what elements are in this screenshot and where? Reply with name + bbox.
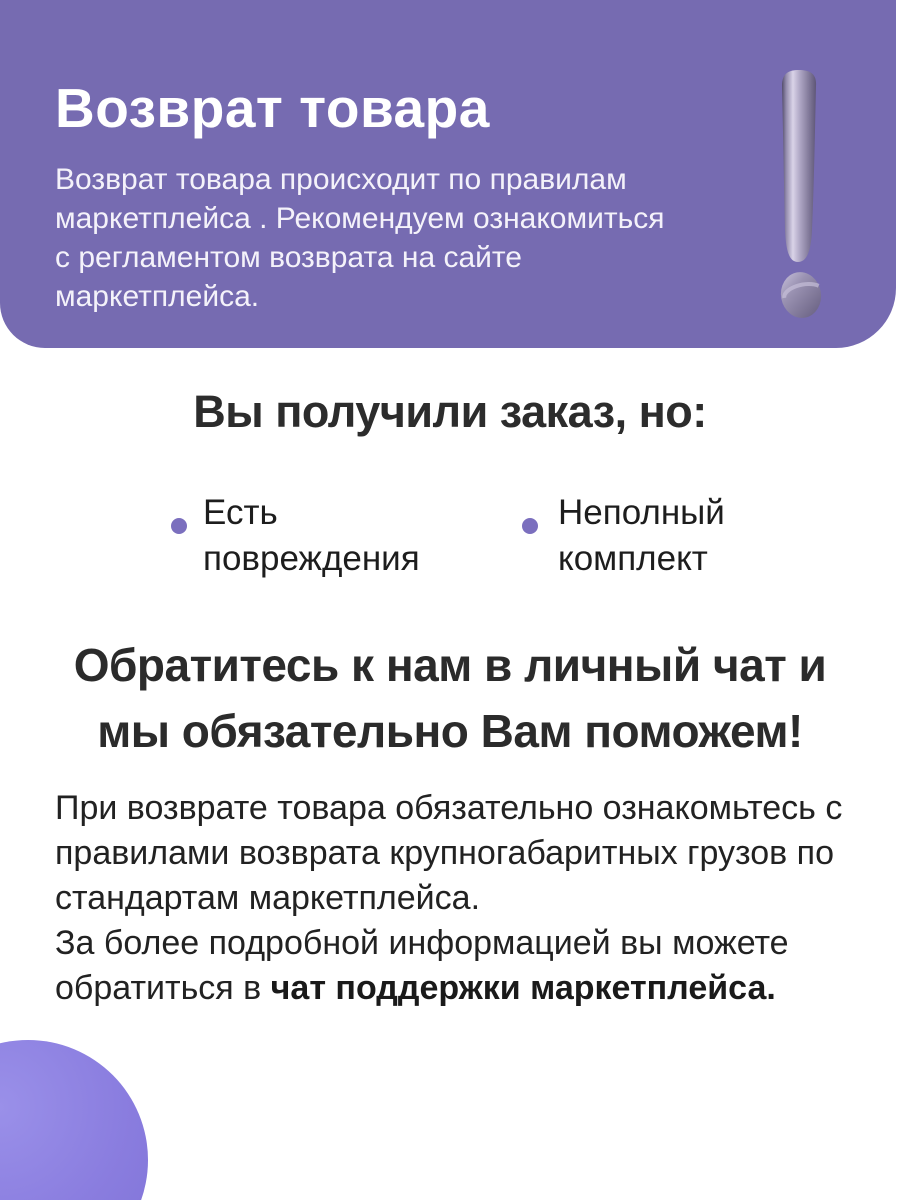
return-rules-paragraph xyxy=(55,786,842,1011)
paragraph-line: правилами возврата крупногабаритных грузов по xyxy=(55,834,834,872)
paragraph-text: обратиться в xyxy=(55,969,271,1007)
decorative-circle xyxy=(0,1040,148,1200)
bullet-dot xyxy=(522,518,538,534)
bullet-line: комплект xyxy=(558,539,708,578)
card-title: Возврат товара xyxy=(55,77,490,139)
bullet-item-damage xyxy=(203,490,420,582)
paragraph-line: При возврате товара обязательно ознакомьтесь с xyxy=(55,789,843,827)
exclamation-icon xyxy=(768,64,832,326)
paragraph-line: За более подробной информацией вы можете xyxy=(55,924,789,962)
card-description-line: Возврат товара происходит по правилам xyxy=(55,163,627,196)
paragraph-line xyxy=(55,966,842,1011)
contact-us-heading xyxy=(0,632,900,764)
support-chat-emphasis: чат поддержки маркетплейса. xyxy=(270,969,776,1007)
bullet-line: Есть xyxy=(203,493,278,532)
order-issues-heading: Вы получили заказ, но: xyxy=(193,386,707,437)
card-description xyxy=(55,160,664,316)
return-info-card xyxy=(0,0,896,348)
card-description-line: с регламентом возврата на сайте xyxy=(55,241,522,274)
bullet-line: повреждения xyxy=(203,539,420,578)
card-description-line: маркетплейса . Рекомендуем ознакомиться xyxy=(55,202,665,235)
bullet-dot xyxy=(171,518,187,534)
contact-us-line: Обратитесь к нам в личный чат и xyxy=(73,639,827,691)
card-description-line: маркетплейса. xyxy=(55,280,260,313)
bullet-line: Неполный xyxy=(558,493,725,532)
contact-us-line: мы обязательно Вам поможем! xyxy=(97,705,803,757)
paragraph-line: стандартам маркетплейса. xyxy=(55,879,481,917)
bullet-item-incomplete xyxy=(558,490,725,582)
